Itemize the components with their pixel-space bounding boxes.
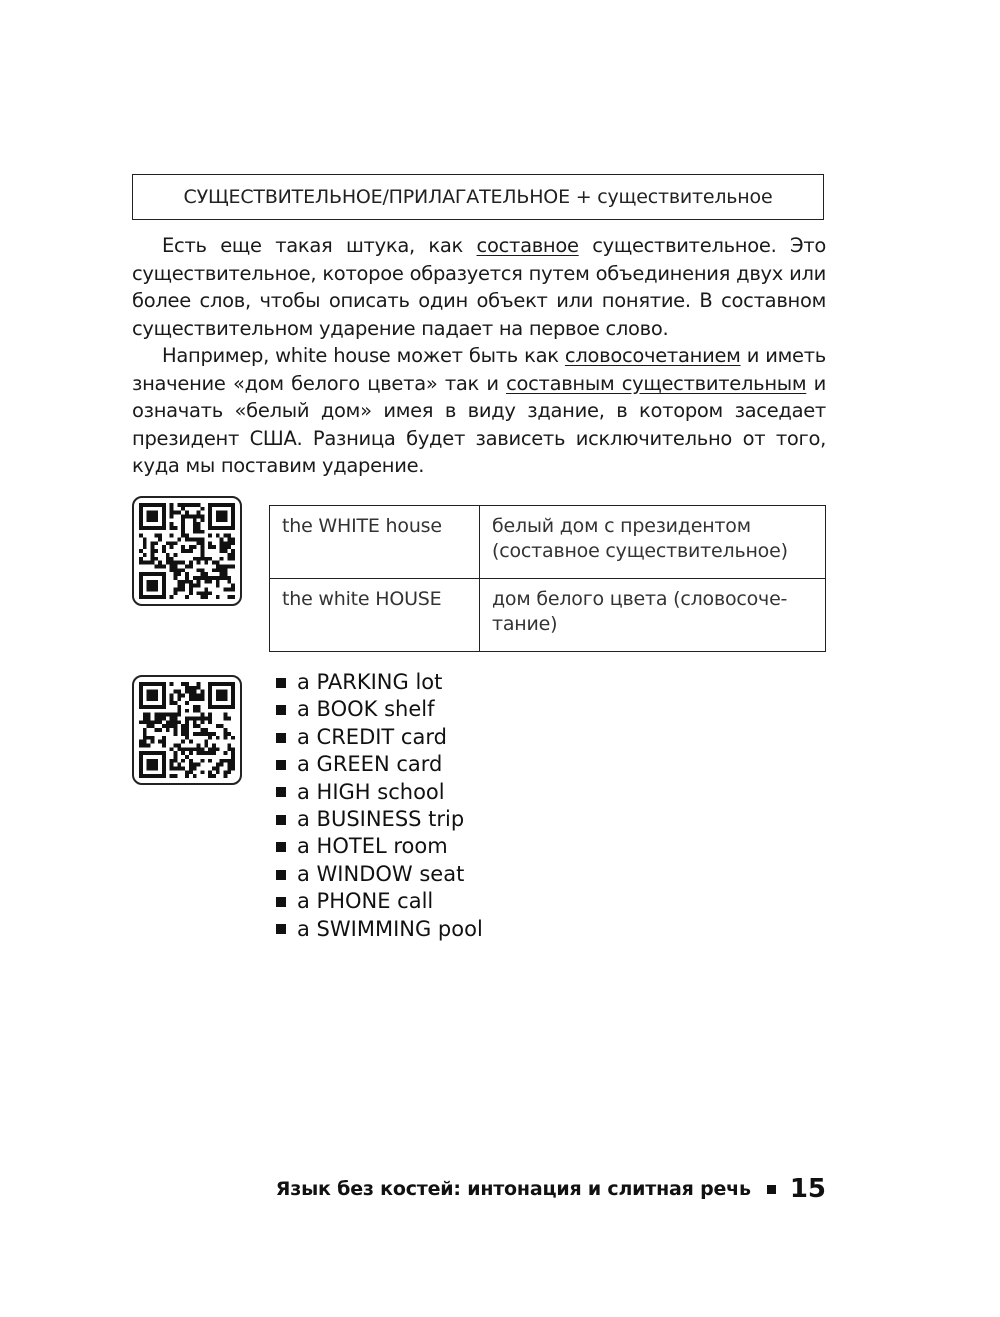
list-item [276,779,483,806]
list-item [276,806,483,833]
list-item-text: a HIGH school [297,779,445,804]
bullet-square-icon [276,924,286,934]
qr-code-2[interactable] [132,675,242,785]
list-item [276,916,483,943]
page-number: 15 [789,1174,826,1204]
bullet-square-icon [276,705,286,715]
paragraph-2-text-a: Например, white house может быть как [162,344,565,367]
list-item-text: a BUSINESS trip [297,807,465,832]
running-title: Язык без костей: интонация и слитная речь [275,1178,751,1200]
stress-comparison-table [269,505,826,652]
page-footer [276,1174,826,1204]
table-row [270,579,826,652]
compound-noun-examples-list [276,669,483,943]
list-item [276,696,483,723]
section-heading-box [132,174,824,220]
list-item-text: a GREEN card [297,752,443,777]
underlined-term-phrase: словосочетанием [564,344,741,367]
underlined-term-compound-noun: составным существительным [506,371,807,395]
list-item [276,751,483,778]
paragraph-2-text-b: и иметь значение «дом белого цвета» так и [132,344,826,395]
bullet-square-icon [276,733,286,743]
list-item [276,861,483,888]
paragraph-1-text-b: существительное. Это существительное, которое образуется путем объединения двух или более слов, чтобы описать один объект или понятие. В составном существительном ударение падает на первое слово. [132,234,827,340]
table-cell-phrase: the white HOUSE [270,579,480,652]
qr-code-icon [139,503,235,599]
table-cell-phrase: the WHITE house [270,506,480,579]
list-item-text: a PARKING lot [297,670,443,694]
bullet-square-icon [276,842,286,852]
table-row [270,506,826,579]
list-item [276,833,483,860]
bullet-square-icon [276,897,286,907]
bullet-square-icon [276,678,286,688]
qr-code-icon [139,682,235,778]
bullet-square-icon [276,787,286,797]
paragraph-1-text-a: Есть еще такая штука, как [162,234,477,257]
section-heading-text: СУЩЕСТВИТЕЛЬНОЕ/ПРИЛАГАТЕЛЬНОЕ + существительное [183,186,773,208]
paragraph-2-text-c: и означать «белый дом» имея в виду здание, в котором заседает президент США. Разница будет зависеть исключительно от того, куда мы поставим ударение. [132,371,826,477]
bullet-square-icon [276,870,286,880]
bullet-square-icon [276,760,286,770]
footer-separator-icon [767,1185,776,1194]
table-cell-meaning: дом белого цвета (словосоче- тание) [480,579,826,652]
paragraph-1 [132,232,826,342]
list-item-text: a SWIMMING pool [297,916,483,941]
list-item-text: a HOTEL room [297,834,448,859]
list-item-text: a PHONE call [297,889,434,914]
table-cell-meaning: белый дом с президентом (составное существительное) [480,506,826,579]
list-item [276,669,483,696]
list-item [276,724,483,751]
qr-code-1[interactable] [132,496,242,606]
list-item-text: a CREDIT card [297,724,447,749]
bullet-square-icon [276,815,286,825]
paragraph-2 [132,342,826,480]
underlined-term-compound: составное [476,234,579,257]
list-item-text: a BOOK shelf [297,697,435,722]
list-item-text: a WINDOW seat [297,861,465,886]
list-item [276,888,483,915]
